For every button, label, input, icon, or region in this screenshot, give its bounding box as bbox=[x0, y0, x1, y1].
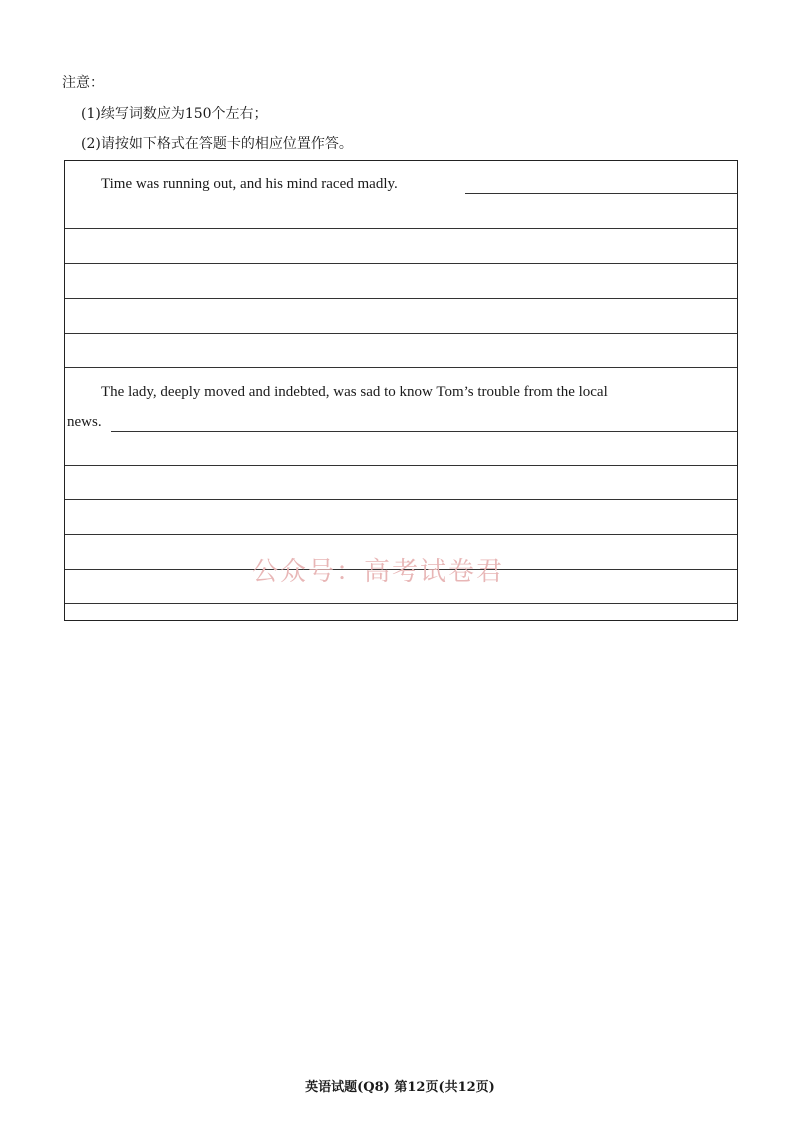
writing-line bbox=[65, 263, 737, 264]
notes-title: 注意： bbox=[62, 75, 104, 91]
writing-line bbox=[65, 298, 737, 299]
watermark: 公众号：高考试卷君 bbox=[252, 557, 505, 587]
writing-line bbox=[65, 367, 737, 368]
writing-line bbox=[65, 603, 737, 604]
writing-line bbox=[65, 228, 737, 229]
writing-line bbox=[65, 333, 737, 334]
paragraph2-prompt-line2: news. bbox=[67, 414, 102, 430]
note-item-format: (2)请按如下格式在答题卡的相应位置作答。 bbox=[81, 136, 353, 152]
writing-line bbox=[65, 465, 737, 466]
paragraph1-prompt: Time was running out, and his mind raced madly. bbox=[101, 176, 398, 192]
writing-line bbox=[465, 193, 737, 194]
writing-line bbox=[65, 534, 737, 535]
writing-line bbox=[111, 431, 737, 432]
page-footer: 英语试题(Q8) 第12页(共12页) bbox=[305, 1080, 495, 1095]
writing-line bbox=[65, 499, 737, 500]
note-item-word-count: (1)续写词数应为150个左右； bbox=[81, 106, 268, 122]
paragraph2-prompt-line1: The lady, deeply moved and indebted, was sad to know Tom’s trouble from the local bbox=[101, 384, 608, 400]
